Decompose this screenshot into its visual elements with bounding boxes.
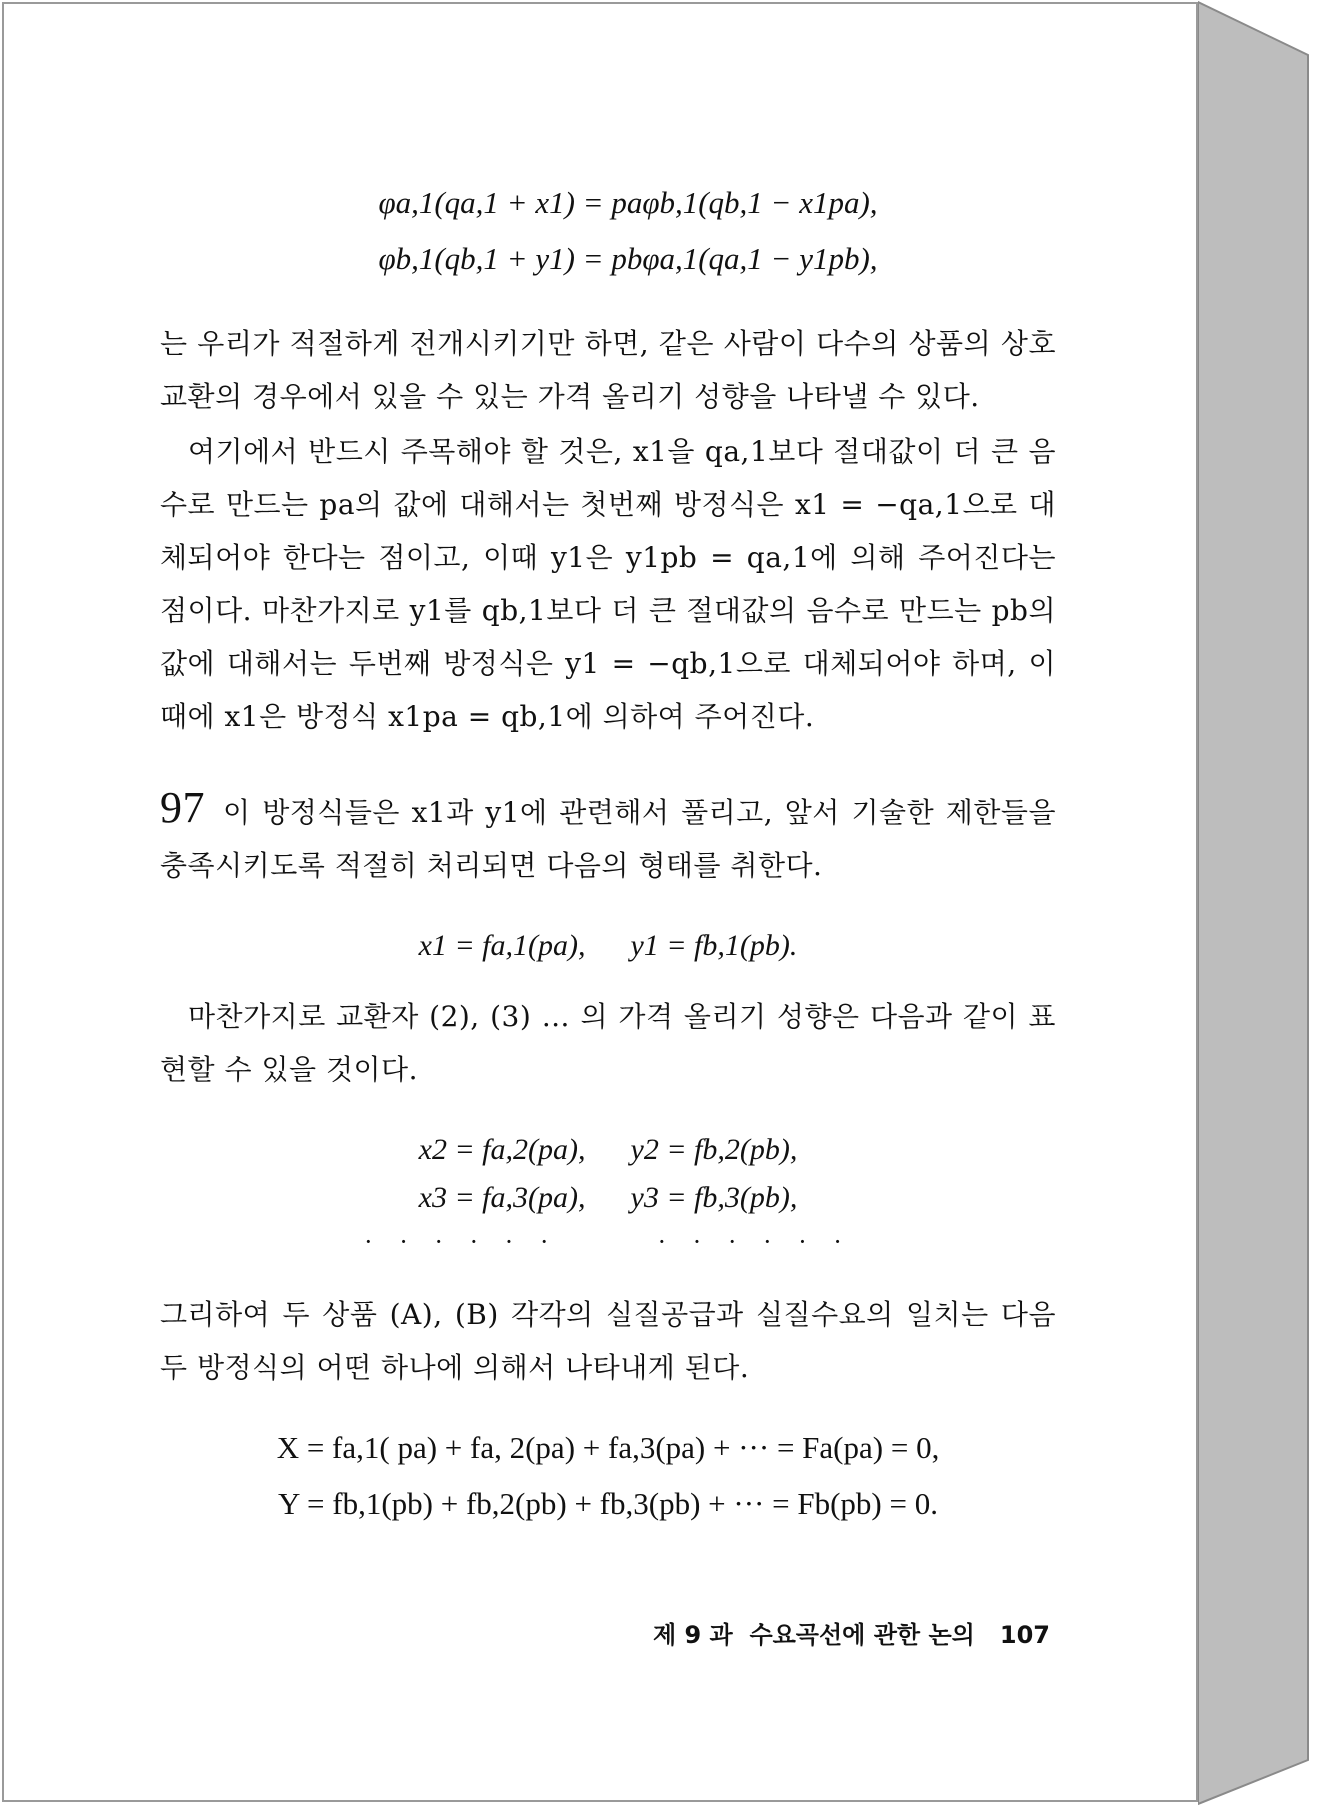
equation-line: x3 = fa,3(pa), y3 = fb,3(pb), [418, 1181, 798, 1214]
equation-list [160, 1126, 1056, 1262]
paragraph: 마찬가지로 교환자 (2), (3) … 의 가격 올리기 성향은 다음과 같이 표현할 수 있을 것이다. [160, 1000, 1056, 1086]
equation-line: Y = fb,1(pb) + fb,2(pb) + fb,3(pb) + ··· = Fb(pb) = 0. [278, 1486, 938, 1521]
equation-line: X = fa,1( pa) + fa, 2(pa) + fa,3(pa) + ··· = Fa(pa) = 0, [276, 1430, 940, 1465]
book-edge [1198, 0, 1318, 1806]
section-number: 97 [160, 783, 205, 832]
section-text: 이 방정식들은 x1과 y1에 관련해서 풀리고, 앞서 기술한 제한들을 충족시키도록 적절히 처리되면 다음의 형태를 취한다. [160, 796, 1056, 882]
page-number: 107 [999, 1621, 1050, 1649]
top-equations [200, 175, 1056, 287]
paragraph: 여기에서 반드시 주목해야 할 것은, x1을 qa,1보다 절대값이 더 큰 음수로 만드는 pa의 값에 대해서는 첫번째 방정식은 x1 = −qa,1으로 대체되어야 한다는 점이고, 이때 y1은 y1pb = qa,1에 의해 주어진다는 점이다. 마찬가지로 y1를 qb,1보다 더 큰 절대값의 음수로 만드는 pb의 값에 대해서는 두번째 방정식은 y1 = −qb,1으로 대체되어야 하며, 이때에 x1은 방정식 x1pa = qb,1에 의하여 주어진다. [160, 435, 1056, 733]
paragraph: 는 우리가 적절하게 전개시키기만 하면, 같은 사람이 다수의 상품의 상호교환의 경우에서 있을 수 있는 가격 올리기 성향을 나타낼 수 있다. [160, 327, 1056, 413]
equation-line: φb,1(qb,1 + y1) = pbφa,1(qa,1 − y1pb), [378, 241, 878, 276]
footer-lesson: 제 9 과 수요곡선에 관한 논의 [652, 1621, 975, 1649]
equation-line: x2 = fa,2(pa), y2 = fb,2(pb), [418, 1133, 798, 1166]
equation-x1-y1: x1 = fa,1(pa), y1 = fb,1(pb). [418, 929, 798, 962]
equation-line: φa,1(qa,1 + x1) = paφb,1(qb,1 − x1pa), [378, 185, 878, 220]
page-content [160, 150, 1056, 1532]
section-paragraph [160, 781, 1056, 892]
sum-equations [160, 1420, 1056, 1532]
section-97 [160, 781, 1056, 892]
ellipsis-dots: · · · · · · · · · · · · [364, 1227, 852, 1256]
page-footer [653, 1615, 1050, 1650]
paragraph: 그리하여 두 상품 (A), (B) 각각의 실질공급과 실질수요의 일치는 다음 두 방정식의 어떤 하나에 의해서 나타내게 된다. [160, 1298, 1056, 1384]
